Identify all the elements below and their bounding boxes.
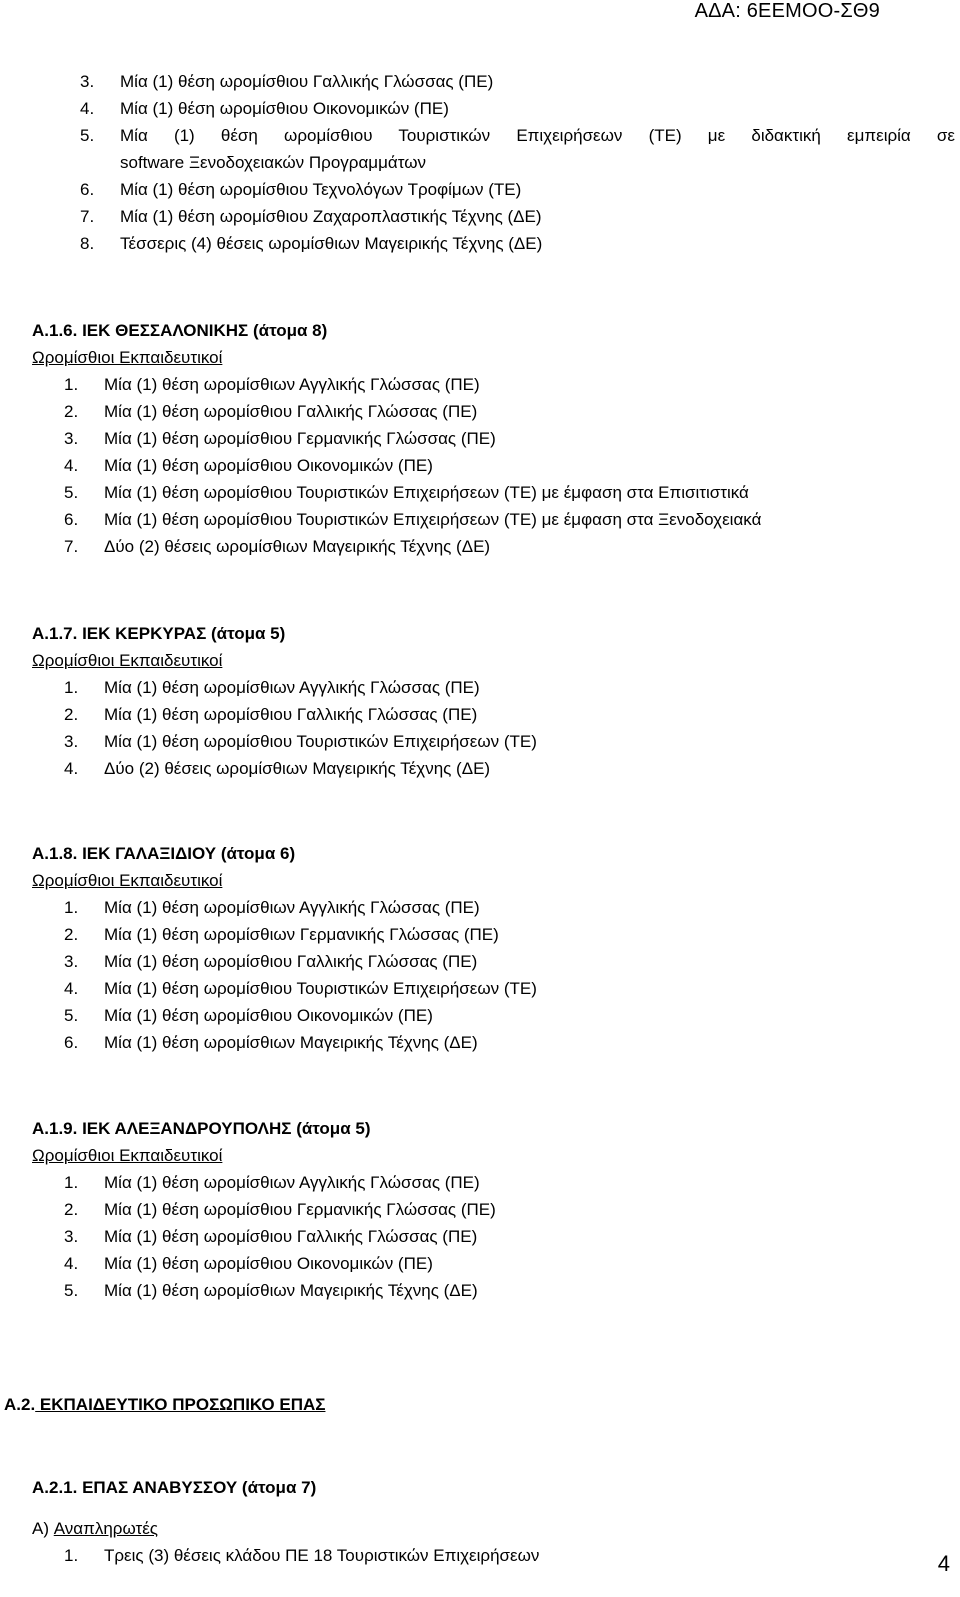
section-iek-alexandroupolis: [32, 1115, 932, 1304]
section-iek-galaxidiou: [32, 840, 932, 1056]
section-subtitle: Ωρομίσθιοι Εκπαιδευτικοί: [32, 1146, 223, 1165]
section-list: [64, 1542, 932, 1569]
section-title: Α.1.9. ΙΕΚ ΑΛΕΞΑΝΔΡΟΥΠΟΛΗΣ (άτομα 5): [32, 1119, 371, 1138]
list-item: 1. Μία (1) θέση ωρομίσθιων Αγγλικής Γλώσσας (ΠΕ): [64, 1173, 480, 1192]
section-heading-a2: [4, 1391, 325, 1418]
list-item: 8. Τέσσερις (4) θέσεις ωρομίσθιων Μαγειρικής Τέχνης (ΔΕ): [80, 234, 543, 253]
list-item: 3. Μία (1) θέση ωρομίσθιου Γαλλικής Γλώσσας (ΠΕ): [64, 952, 478, 971]
list-item: 4. Δύο (2) θέσεις ωρομίσθιων Μαγειρικής Τέχνης (ΔΕ): [64, 759, 491, 778]
list-item: 2. Μία (1) θέση ωρομίσθιων Γερμανικής Γλώσσας (ΠΕ): [64, 925, 499, 944]
ada-code: ΑΔΑ: 6ΕΕΜΟΟ-ΣΘ9: [694, 0, 880, 22]
list-item: 3. Μία (1) θέση ωρομίσθιου Γαλλικής Γλώσσας (ΠΕ): [64, 1227, 478, 1246]
list-item: 5. Μία (1) θέση ωρομίσθιου Οικονομικών (ΠΕ): [64, 1006, 433, 1025]
section-list: [64, 371, 932, 560]
list-item-continuation: software Ξενοδοχειακών Προγραμμάτων: [120, 153, 426, 172]
section-subtitle: Α) Αναπληρωτές: [32, 1519, 158, 1538]
list-item: 5. Μία (1) θέση ωρομίσθιων Μαγειρικής Τέχνης (ΔΕ): [64, 1281, 478, 1300]
list-item: 6. Μία (1) θέση ωρομίσθιων Μαγειρικής Τέχνης (ΔΕ): [64, 1033, 478, 1052]
list-item: 1. Μία (1) θέση ωρομίσθιων Αγγλικής Γλώσσας (ΠΕ): [64, 678, 480, 697]
section-subtitle: Ωρομίσθιοι Εκπαιδευτικοί: [32, 651, 223, 670]
heading-prefix: Α.2.: [4, 1395, 36, 1414]
list-item: 4. Μία (1) θέση ωρομίσθιου Οικονομικών (ΠΕ): [64, 456, 433, 475]
section-iek-thessalonikis: [32, 317, 932, 560]
heading-title: ΕΚΠΑΙΔΕΥΤΙΚΟ ΠΡΟΣΩΠΙΚΟ ΕΠΑΣ: [35, 1395, 326, 1414]
list-item: 1. Μία (1) θέση ωρομίσθιων Αγγλικής Γλώσσας (ΠΕ): [64, 898, 480, 917]
list-item: 7. Μία (1) θέση ωρομίσθιου Ζαχαροπλαστικής Τέχνης (ΔΕ): [80, 207, 542, 226]
section-list: [64, 894, 932, 1056]
list-item: 1. Μία (1) θέση ωρομίσθιων Αγγλικής Γλώσσας (ΠΕ): [64, 375, 480, 394]
section-title: Α.1.7. ΙΕΚ ΚΕΡΚΥΡΑΣ (άτομα 5): [32, 624, 286, 643]
list-item: 2. Μία (1) θέση ωρομίσθιου Γαλλικής Γλώσσας (ΠΕ): [64, 402, 478, 421]
section-epas-anavyssou: [32, 1474, 932, 1569]
section-list: [64, 674, 932, 782]
section-title: Α.1.8. ΙΕΚ ΓΑΛΑΞΙΔΙΟΥ (άτομα 6): [32, 844, 296, 863]
section-subtitle: Ωρομίσθιοι Εκπαιδευτικοί: [32, 348, 223, 367]
list-item: 4. Μία (1) θέση ωρομίσθιου Τουριστικών Επιχειρήσεων (ΤΕ): [64, 979, 537, 998]
list-item: 7. Δύο (2) θέσεις ωρομίσθιων Μαγειρικής Τέχνης (ΔΕ): [64, 537, 491, 556]
list-item: 3. Μία (1) θέση ωρομίσθιου Γερμανικής Γλώσσας (ΠΕ): [64, 429, 496, 448]
list-item: 2. Μία (1) θέση ωρομίσθιου Γαλλικής Γλώσσας (ΠΕ): [64, 705, 478, 724]
top-list: [80, 68, 955, 257]
section-title: Α.2.1. ΕΠΑΣ ΑΝΑΒΥΣΣΟΥ (άτομα 7): [32, 1478, 317, 1497]
list-item: 3. Μία (1) θέση ωρομίσθιου Τουριστικών Επιχειρήσεων (ΤΕ): [64, 732, 537, 751]
list-item: 6. Μία (1) θέση ωρομίσθιου Τουριστικών Επιχειρήσεων (ΤΕ) με έμφαση στα Ξενοδοχειακά: [64, 510, 762, 529]
section-list: [64, 1169, 932, 1304]
page-number: 4: [937, 1551, 950, 1576]
section-title: Α.1.6. ΙΕΚ ΘΕΣΣΑΛΟΝΙΚΗΣ (άτομα 8): [32, 321, 328, 340]
list-item: 4. Μία (1) θέση ωρομίσθιου Οικονομικών (ΠΕ): [80, 99, 449, 118]
list-item: 1. Τρεις (3) θέσεις κλάδου ΠΕ 18 Τουριστικών Επιχειρήσεων: [64, 1546, 540, 1565]
list-item: 2. Μία (1) θέση ωρομίσθιου Γερμανικής Γλώσσας (ΠΕ): [64, 1200, 496, 1219]
list-item: 5. Μία (1) θέση ωρομίσθιου Τουριστικών Επιχειρήσεων (ΤΕ) με διδακτική εμπειρία σε: [80, 126, 955, 145]
list-item: 3. Μία (1) θέση ωρομίσθιου Γαλλικής Γλώσσας (ΠΕ): [80, 72, 494, 91]
list-item: 5. Μία (1) θέση ωρομίσθιου Τουριστικών Επιχειρήσεων (ΤΕ) με έμφαση στα Επισιτιστικά: [64, 483, 749, 502]
list-item: 6. Μία (1) θέση ωρομίσθιου Τεχνολόγων Τροφίμων (ΤΕ): [80, 180, 522, 199]
section-iek-kerkyras: [32, 620, 932, 782]
section-subtitle: Ωρομίσθιοι Εκπαιδευτικοί: [32, 871, 223, 890]
list-item: 4. Μία (1) θέση ωρομίσθιου Οικονομικών (ΠΕ): [64, 1254, 433, 1273]
